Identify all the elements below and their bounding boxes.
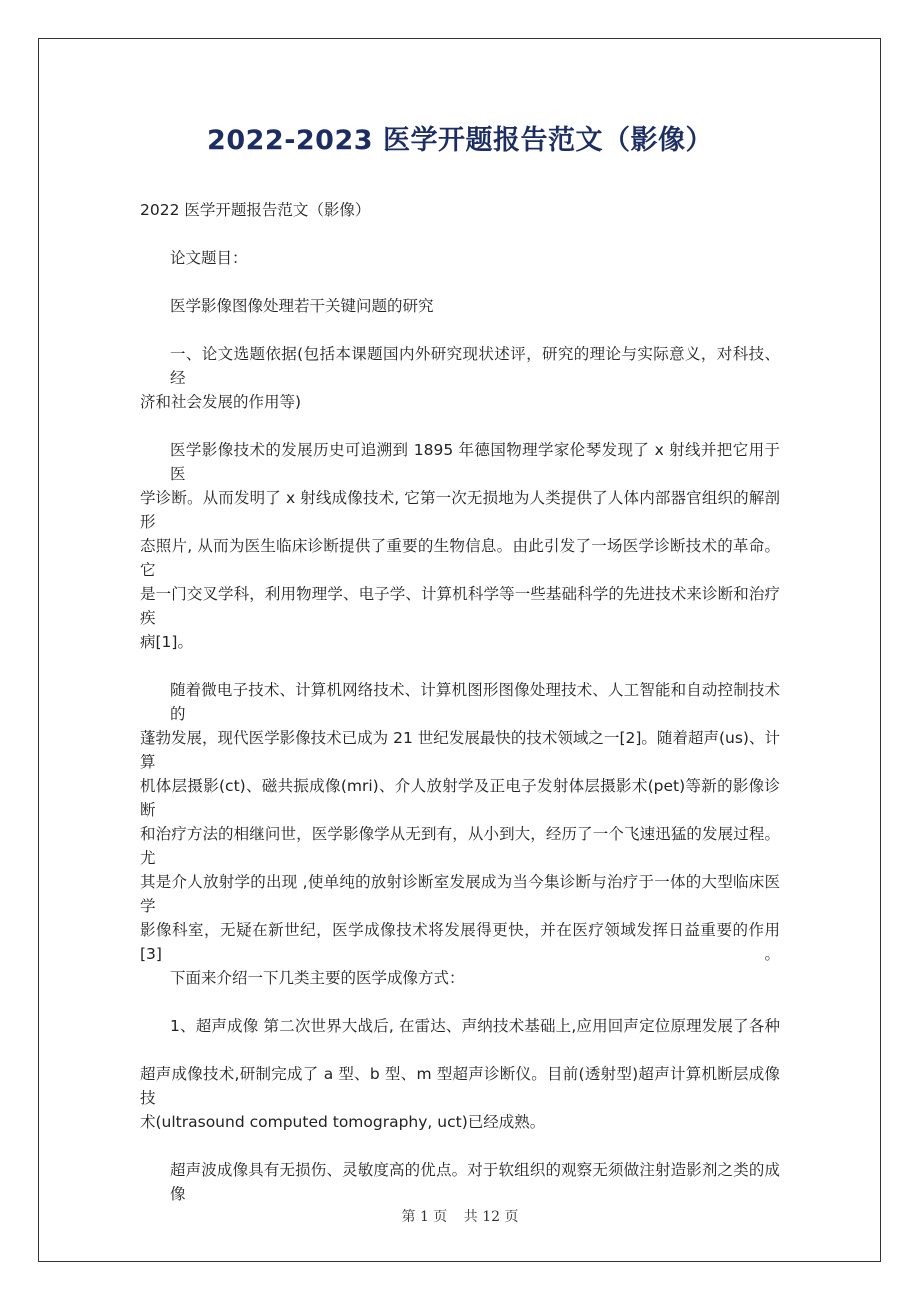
paragraph-line: 蓬勃发展，现代医学影像技术已成为 21 世纪发展最快的技术领域之一[2]。随着超声(us)、计算: [140, 729, 780, 771]
paragraph-line: 一、论文选题依据(包括本课题国内外研究现状述评，研究的理论与实际意义，对科技、经: [170, 345, 780, 387]
paragraph-line: 学诊断。从而发明了 x 射线成像技术, 它第一次无损地为人类提供了人体内部器官组织的解剖形: [140, 489, 780, 531]
document-title: 2022-2023 医学开题报告范文（影像）: [207, 125, 713, 156]
thesis-title: 医学影像图像处理若干关键问题的研究: [170, 297, 434, 315]
paragraph-line: 影像科室，无疑在新世纪，医学成像技术将发展得更快，并在医疗领域发挥日益重要的作用[3]。: [140, 921, 780, 963]
paragraph-line: 机体层摄影(ct)、磁共振成像(mri)、介人放射学及正电子发射体层摄影术(pet)等新的影像诊断: [140, 777, 780, 819]
paragraph-line: 医学影像技术的发展历史可追溯到 1895 年德国物理学家伦琴发现了 x 射线并把它用于医: [170, 441, 780, 483]
paragraph-line: 超声成像技术,研制完成了 a 型、b 型、m 型超声诊断仪。目前(透射型)超声计算机断层成像技: [140, 1065, 780, 1107]
page-footer: [0, 1206, 920, 1226]
paragraph-line: 和治疗方法的相继问世，医学影像学从无到有，从小到大，经历了一个飞速迅猛的发展过程。尤: [140, 825, 780, 867]
paragraph-line: 随着微电子技术、计算机网络技术、计算机图形图像处理技术、人工智能和自动控制技术的: [170, 681, 780, 723]
paragraph-line: 济和社会发展的作用等): [140, 393, 302, 411]
paragraph-line: 1、超声成像 第二次世界大战后, 在雷达、声纳技术基础上,应用回声定位原理发展了各种: [170, 1017, 780, 1035]
paragraph-line: 术(ultrasound computed tomography, uct)已经成熟。: [140, 1113, 546, 1131]
page-number: 第 1 页: [401, 1209, 448, 1225]
paragraph-line: 病[1]。: [140, 633, 193, 651]
thesis-label: 论文题目：: [170, 249, 248, 267]
paragraph-line: 态照片, 从而为医生临床诊断提供了重要的生物信息。由此引发了一场医学诊断技术的革命。它: [140, 537, 780, 579]
paragraph-line: 其是介人放射学的出现 ,使单纯的放射诊断室发展成为当今集诊断与治疗于一体的大型临床医学: [140, 873, 780, 915]
paragraph-line: 下面来介绍一下几类主要的医学成像方式：: [170, 969, 465, 987]
page-total: 共 12 页: [463, 1209, 519, 1225]
subtitle: 2022 医学开题报告范文（影像）: [140, 201, 371, 219]
paragraph-line: 超声波成像具有无损伤、灵敏度高的优点。对于软组织的观察无须做注射造影剂之类的成像: [170, 1161, 780, 1203]
paragraph-line: 是一门交叉学科，利用物理学、电子学、计算机科学等一些基础科学的先进技术来诊断和治疗疾: [140, 585, 780, 627]
